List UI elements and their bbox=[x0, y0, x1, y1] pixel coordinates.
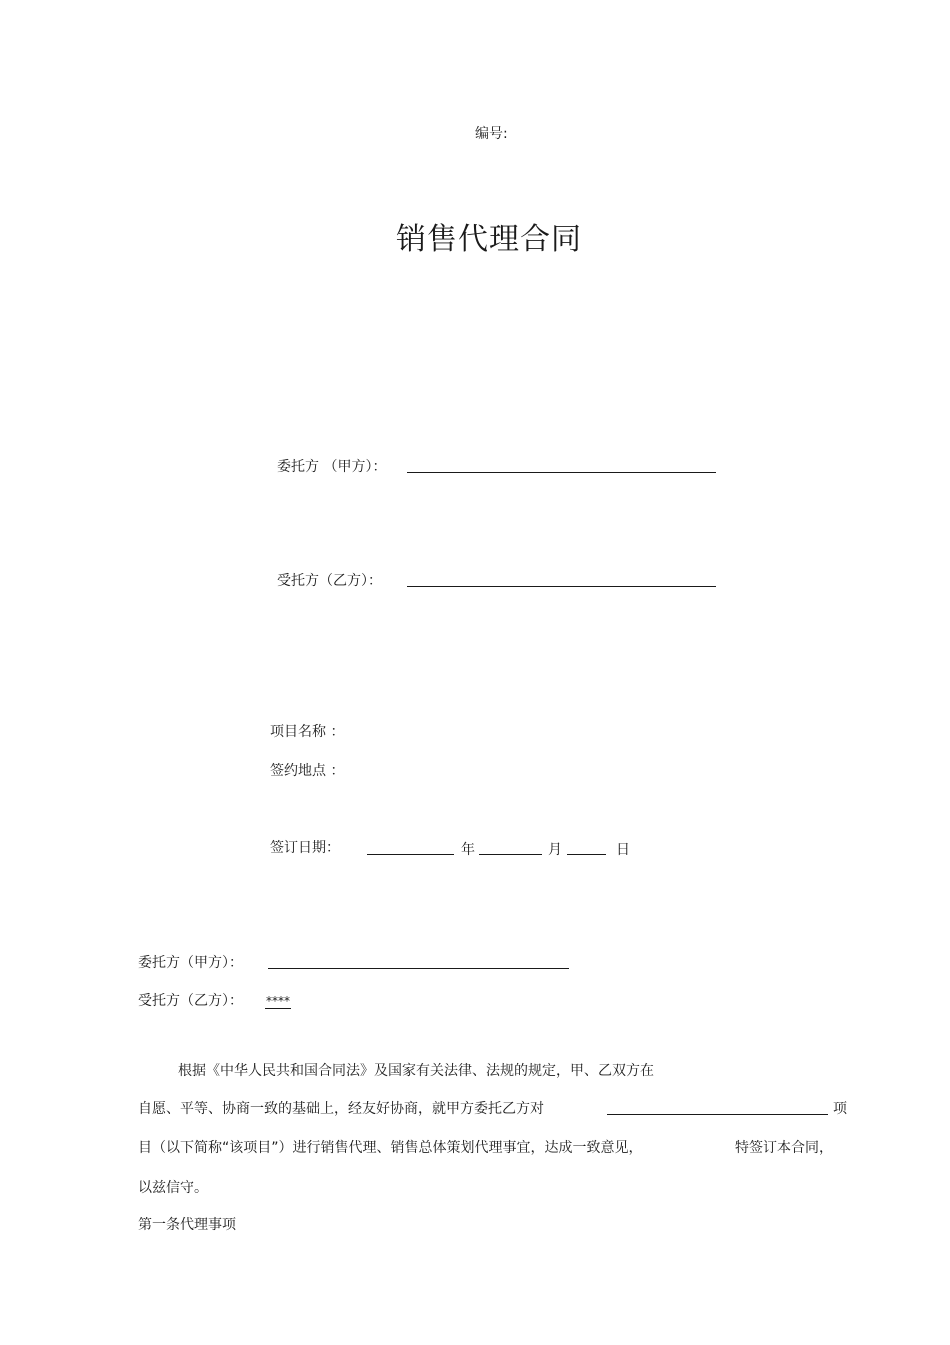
para1-line3-end: 特签订本合同， bbox=[735, 1140, 833, 1156]
cover-project-name-label: 项目名称 ： bbox=[270, 724, 345, 740]
party-b-label: 受托方（乙方）： bbox=[138, 993, 243, 1009]
cover-party-a-blank[interactable] bbox=[407, 472, 716, 473]
cover-party-b-blank[interactable] bbox=[407, 586, 716, 587]
party-b-value: **** bbox=[266, 994, 290, 1008]
project-name-blank[interactable] bbox=[607, 1114, 828, 1115]
sign-date-month-label: 月 bbox=[548, 842, 562, 858]
article1-heading: 第一条代理事项 bbox=[138, 1217, 236, 1233]
document-number-label: 编号: bbox=[475, 126, 508, 142]
cover-sign-date-label: 签订日期： bbox=[270, 840, 340, 856]
cover-party-b-label: 受托方（乙方）： bbox=[277, 573, 382, 589]
sign-date-month-blank[interactable] bbox=[479, 854, 542, 855]
cover-sign-place-label: 签约地点 ： bbox=[270, 763, 345, 779]
sign-date-year-label: 年 bbox=[461, 842, 475, 858]
para1-line2-end: 项 bbox=[833, 1101, 847, 1117]
sign-date-year-blank[interactable] bbox=[367, 854, 454, 855]
party-a-blank[interactable] bbox=[268, 968, 569, 969]
cover-party-a-label: 委托方 （甲方）： bbox=[277, 459, 387, 475]
para1-line2: 自愿、平等、协商一致的基础上，经友好协商，就甲方委托乙方对 bbox=[138, 1101, 544, 1117]
party-a-label: 委托方（甲方）： bbox=[138, 955, 243, 971]
document-title: 销售代理合同 bbox=[396, 222, 582, 257]
sign-date-day-blank[interactable] bbox=[567, 854, 606, 855]
para1-line4: 以兹信守。 bbox=[138, 1180, 208, 1196]
para1-line1: 根据《中华人民共和国合同法》及国家有关法律、法规的规定，甲、乙双方在 bbox=[178, 1063, 654, 1079]
para1-line3: 目（以下简称“该项目”）进行销售代理、销售总体策划代理事宜，达成一致意见， bbox=[138, 1140, 643, 1156]
sign-date-day-label: 日 bbox=[616, 842, 630, 858]
